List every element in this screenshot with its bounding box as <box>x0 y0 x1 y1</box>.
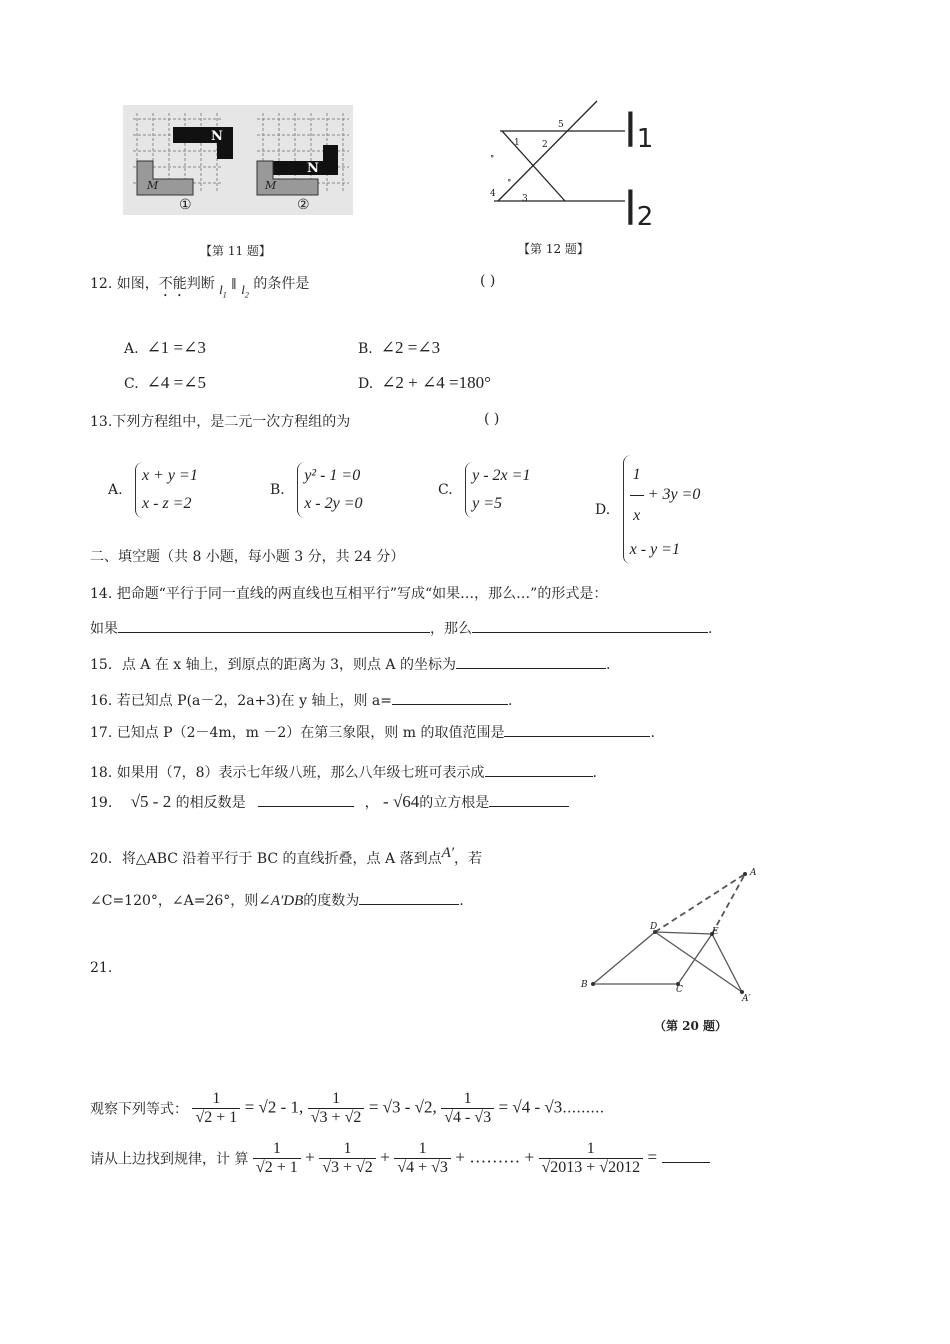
figure-11-label-2: ② <box>297 197 310 213</box>
q13-option-b: B. y² - 1 =0 x - 2y =0 <box>270 462 363 518</box>
q15: 15．点 A 在 x 轴上，到原点的距离为 3，则点 A 的坐标为 . <box>90 654 610 674</box>
figure-12-degree-marks: ∘ ∘ <box>490 152 512 186</box>
figure-11-n-right: N <box>307 161 319 176</box>
q17: 17. 已知点 P（2－4m，m －2）在第三象限，则 m 的取值范围是 . <box>90 722 655 742</box>
q18: 18. 如果用（7，8）表示七年级八班，那么八年级七班可表示成 . <box>90 762 597 782</box>
q14-answer-line: 如果 ，那么 . <box>90 618 712 638</box>
q18-blank[interactable] <box>485 762 593 777</box>
q19: 19. √5 - 2 的相反数是 ， - √64的立方根是 <box>90 792 569 812</box>
q14-blank-then[interactable] <box>472 618 708 633</box>
figure-20-point-b: B <box>581 980 588 990</box>
figure-20-point-a: A <box>750 868 757 878</box>
figure-20-point-d: D <box>650 922 658 932</box>
q16: 16. 若已知点 P(a－2，2a+3)在 y 轴上，则 a= . <box>90 690 512 710</box>
figure-12-angle-2: 2 <box>542 140 548 150</box>
q14-stem: 14. 把命题“平行于同一直线的两直线也互相平行”写成“如果…，那么…”的形式是： <box>90 586 608 602</box>
q17-blank[interactable] <box>504 722 650 737</box>
q19-blank-1[interactable] <box>258 792 354 807</box>
q20-blank[interactable] <box>359 890 459 905</box>
q14-blank-if[interactable] <box>118 618 430 633</box>
q20-line-1: 20．将△ABC 沿着平行于 BC 的直线折叠，点 A 落到点A′，若 <box>90 845 483 867</box>
q13-option-a: A. x + y =1 x - z =2 <box>108 462 198 518</box>
figure-12-l1: l1 <box>624 104 654 158</box>
q12-option-b: B. ∠2 =∠3 <box>358 338 441 357</box>
q21-ask: 请从上边找到规律，计 算 $\frac{1}{√2 + 1}$ + $\frac{1}{√3 + √2}$ + $\frac{1}{√4 + √3}$ + ……… + $\frac{1}{√2013 + √2012}$ = <box>90 1140 710 1177</box>
figure-11-n-left: N <box>211 129 223 144</box>
figure-11-grid <box>123 105 353 215</box>
figure-11 <box>123 105 353 215</box>
figure-12-l2: l2 <box>624 182 654 236</box>
q12-option-c: C. ∠4 =∠5 <box>124 373 206 392</box>
figure-12-angle-1: 1 <box>514 138 520 148</box>
q13-option-c: C. y - 2x =1 y =5 <box>438 462 530 518</box>
figure-20 <box>580 868 770 1008</box>
section-2-title: 二、填空题（共 8 小题，每小题 3 分，共 24 分） <box>90 549 405 565</box>
q13-stem: 13.下列方程组中，是二元一次方程组的为 <box>90 414 351 430</box>
q15-blank[interactable] <box>456 654 606 669</box>
q13-paren: ( ) <box>484 411 500 427</box>
q16-blank[interactable] <box>392 690 508 705</box>
figure-12-angle-4: 4 <box>490 189 496 199</box>
figure-12-angle-3: 3 <box>522 194 528 204</box>
q20-line-2: ∠C=120°，∠A=26°，则∠A′DB的度数为 . <box>90 890 464 910</box>
q12-stem: 12. 如图，不能判断 $l_1$ ∥ $l_2$ 的条件是 <box>90 276 310 300</box>
figure-20-point-e: E <box>712 927 719 937</box>
figure-11-caption: 【第 11 题】 <box>200 244 271 258</box>
figure-20-point-a-prime: A′ <box>742 994 751 1004</box>
q21-observe: 观察下列等式： $\frac{1}{√2 + 1}$ = √2 - 1, $\frac{1}{√3 + √2}$ = √3 - √2, $\frac{1}{√4 - √3}$ = √4 - √3……… <box>90 1090 605 1126</box>
q12-paren: ( ) <box>480 273 496 289</box>
figure-12-angle-5: 5 <box>558 120 564 130</box>
q12-option-a: A. ∠1 =∠3 <box>124 338 206 357</box>
q12-option-d: D. ∠2 + ∠4 =180° <box>358 373 491 392</box>
figure-11-m-left: M <box>147 179 159 192</box>
figure-12-caption: 【第 12 题】 <box>518 242 589 256</box>
q19-blank-2[interactable] <box>489 792 569 807</box>
figure-11-m-right: M <box>265 179 277 192</box>
q13-option-d: D. $\frac{1}{x}$ + 3y =0 x - y =1 <box>595 455 700 564</box>
q21-number: 21. <box>90 960 113 976</box>
figure-11-label-1: ① <box>179 197 192 213</box>
figure-20-point-c: C <box>676 985 683 995</box>
figure-20-caption: （第 20 题） <box>654 1019 728 1033</box>
q21-blank[interactable] <box>662 1148 710 1163</box>
